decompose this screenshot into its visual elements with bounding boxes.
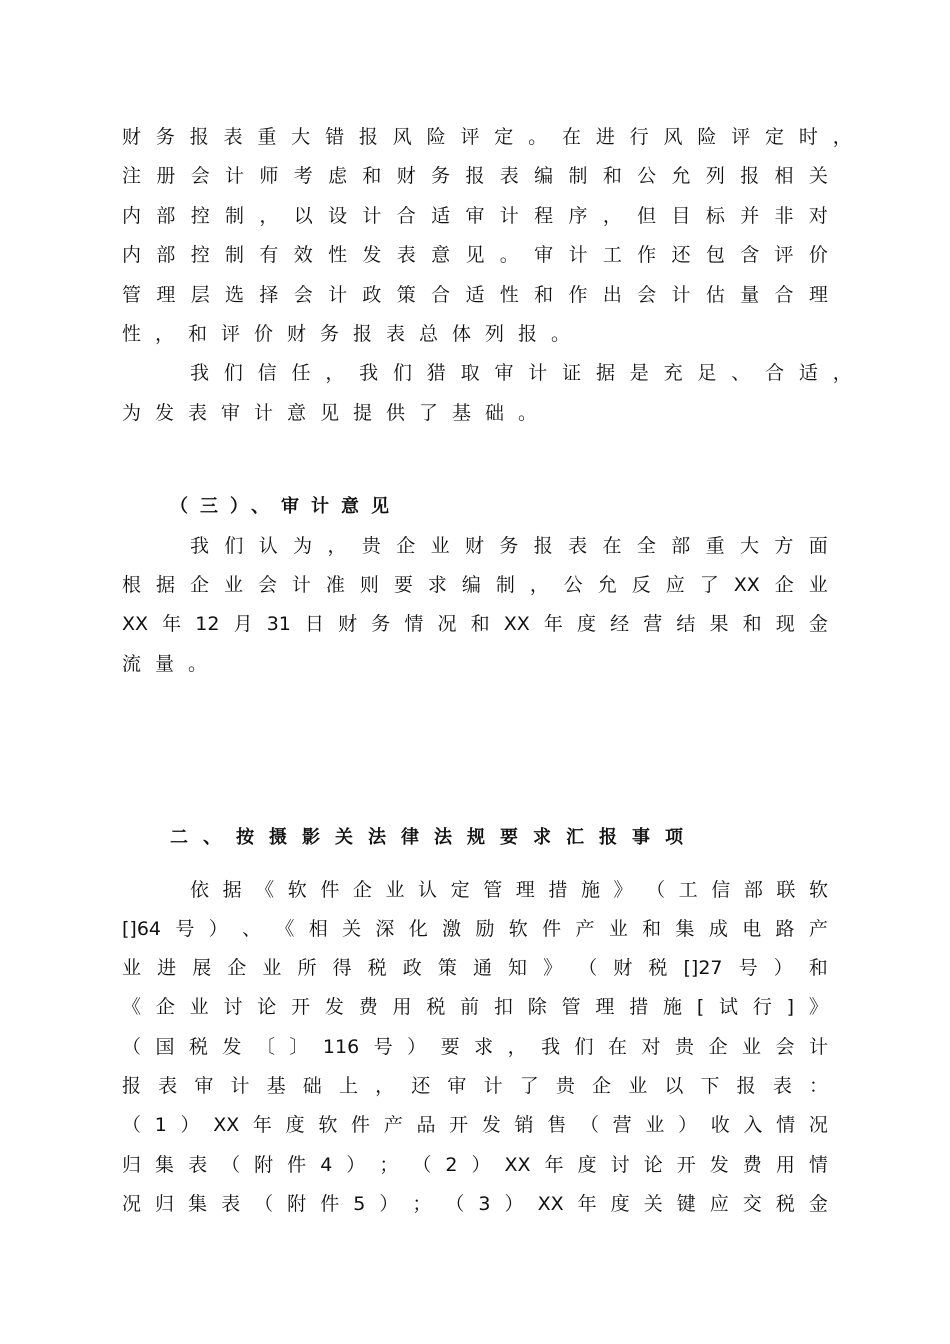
paragraph-line: （ 1 ） XX 年 度 软 件 产 品 开 发 销 售 （ 营 业 ） 收 入 情 况 [122, 1114, 828, 1136]
paragraph-line: XX 年 12 月 31 日 财 务 情 况 和 XX 年 度 经 营 结 果 和 现 金 [122, 613, 828, 635]
paragraph-line: 依 据 《 软 件 企 业 认 定 管 理 措 施 》 （ 工 信 部 联 软 [190, 879, 828, 901]
paragraph-line: 《 企 业 讨 论 开 发 费 用 税 前 扣 除 管 理 措 施 [ 试 行 ] 》 [122, 996, 828, 1018]
paragraph-line: 况 归 集 表 （ 附 件 5 ） ； （ 3 ） XX 年 度 关 键 应 交 税 金 [122, 1193, 828, 1215]
paragraph-line: 我 们 信 任 ， 我 们 猎 取 审 计 证 据 是 充 足 、 合 适 ， [190, 362, 852, 384]
paragraph-line: []64 号 ） 、 《 相 关 深 化 激 励 软 件 产 业 和 集 成 电 路 产 [122, 918, 828, 940]
paragraph-line: 注 册 会 计 师 考 虑 和 财 务 报 表 编 制 和 公 允 列 报 相 关 [122, 165, 828, 187]
paragraph-line: 内 部 控 制 有 效 性 发 表 意 见 。 审 计 工 作 还 包 含 评 价 [122, 244, 828, 266]
paragraph-line: 报 表 审 计 基 础 上 ， 还 审 计 了 贵 企 业 以 下 报 表 ： [122, 1075, 828, 1097]
paragraph-line: 管 理 层 选 择 会 计 政 策 合 适 性 和 作 出 会 计 估 量 合 理 [122, 284, 828, 306]
paragraph-line: 业 进 展 企 业 所 得 税 政 策 通 知 》 （ 财 税 []27 号 ） 和 [122, 957, 828, 979]
paragraph-line: 性，和评价财务报表总体列报。 [122, 323, 585, 345]
paragraph-line: 流量。 [122, 653, 222, 675]
paragraph-line: 我 们 认 为 ， 贵 企 业 财 务 报 表 在 全 部 重 大 方 面 [190, 535, 828, 557]
paragraph-line: 内 部 控 制 ， 以 设 计 合 适 审 计 程 序 ， 但 目 标 并 非 对 [122, 205, 828, 227]
paragraph-line: 根 据 企 业 会 计 准 则 要 求 编 制 ， 公 允 反 应 了 XX 企 业 [122, 574, 828, 596]
paragraph-line: 财 务 报 表 重 大 错 报 风 险 评 定 。 在 进 行 风 险 评 定 时 ， [122, 126, 852, 148]
paragraph-line: （ 国 税 发 〔 〕 116 号 ） 要 求 ， 我 们 在 对 贵 企 业 会 计 [122, 1036, 828, 1058]
paragraph-line: 归 集 表 （ 附 件 4 ） ； （ 2 ） XX 年 度 讨 论 开 发 费 用 情 [122, 1154, 828, 1176]
section-heading: （三）、审计意见 [170, 496, 401, 517]
paragraph-line: 为发表审计意见提供了基础。 [122, 402, 552, 424]
section-heading: 二、按摄影关法律法规要求汇报事项 [170, 827, 698, 848]
